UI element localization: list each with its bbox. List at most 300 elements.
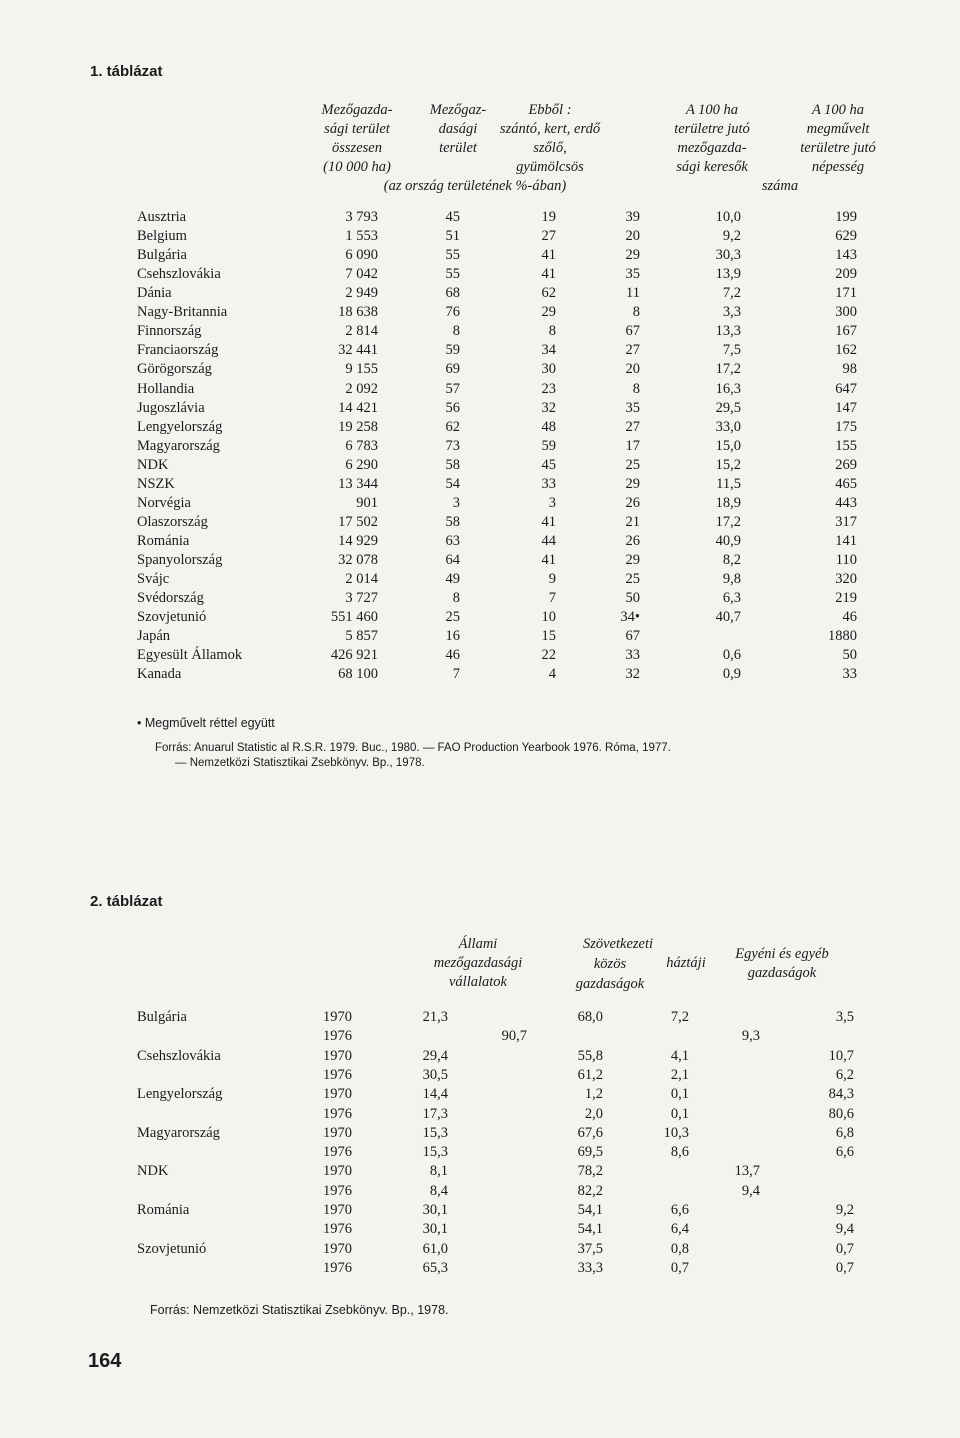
cell-arable-share: 45: [541, 456, 556, 473]
cell-arable-share: 41: [541, 266, 556, 283]
table-row: [0, 570, 960, 589]
cell-individual: 84,3: [828, 1086, 854, 1103]
cell-state-farms: 8,1: [429, 1163, 448, 1180]
cell-area: 2 814: [345, 323, 378, 340]
header-line: Mezőgaz-: [429, 102, 487, 118]
cell-individual: 80,6: [828, 1105, 854, 1122]
header-line: Ebből :: [528, 102, 572, 118]
cell-earners-per-100ha: 0,6: [722, 647, 741, 664]
table-row: [0, 627, 960, 646]
cell-area: 68 100: [338, 666, 378, 683]
cell-state-farms: 14,4: [422, 1086, 448, 1103]
cell-cooperative: 55,8: [577, 1047, 603, 1064]
cell-state-farms: 65,3: [422, 1259, 448, 1276]
country-name: Lengyelország: [137, 1086, 223, 1103]
cell-arable-share: 32: [541, 399, 556, 416]
country-name: Japán: [137, 628, 171, 645]
header-line: szőlő,: [533, 140, 567, 156]
table-row: [0, 1220, 960, 1239]
cell-earners-per-100ha: 8,2: [722, 551, 741, 568]
cell-population: 199: [835, 209, 857, 225]
table-row: [0, 475, 960, 494]
cell-agri-share: 51: [445, 228, 460, 245]
cell-year: 1976: [323, 1144, 352, 1161]
table1-header-span-percent: (az ország területének %-ában): [383, 178, 567, 194]
table1-header-span-count: száma: [761, 178, 799, 194]
cell-area: 1 553: [345, 228, 378, 245]
cell-earners: 27: [625, 342, 640, 359]
table-row: [0, 1066, 960, 1085]
cell-arable-share: 59: [541, 437, 556, 454]
cell-year: 1970: [323, 1163, 352, 1180]
table-row: [0, 284, 960, 303]
country-name: Románia: [137, 532, 190, 549]
cell-agri-share: 64: [445, 551, 460, 568]
table1-source-line2: — Nemzetközi Statisztikai Zsebkönyv. Bp., 1978.: [175, 757, 425, 769]
table-row: [0, 1143, 960, 1162]
country-name: Spanyolország: [137, 551, 223, 568]
cell-earners: 39: [625, 209, 640, 225]
cell-state-farms: 15,3: [422, 1144, 448, 1161]
cell-individual: 0,7: [835, 1240, 854, 1257]
header-line: (10 000 ha): [323, 159, 391, 175]
cell-agri-share: 8: [452, 590, 460, 606]
table-row: [0, 494, 960, 513]
cell-area: 6 783: [345, 437, 378, 454]
cell-state-farms: 17,3: [422, 1105, 448, 1122]
cell-arable-share: 3: [548, 494, 556, 511]
cell-population: 50: [842, 647, 857, 664]
cell-population: 141: [835, 532, 857, 549]
cell-earners: 29: [625, 247, 640, 264]
table-row: [0, 437, 960, 456]
table2-title: 2. táblázat: [90, 893, 163, 910]
cell-agri-share: 7: [452, 666, 460, 683]
cell-cooperative: 33,3: [577, 1259, 603, 1276]
table-row: [0, 322, 960, 341]
cell-area: 6 090: [345, 247, 378, 264]
cell-year: 1976: [323, 1259, 352, 1276]
cell-year: 1970: [323, 1124, 352, 1141]
cell-area: 2 949: [345, 285, 378, 302]
cell-cooperative: 54,1: [577, 1221, 603, 1238]
cell-arable-share: 27: [541, 228, 556, 245]
cell-year: 1976: [323, 1028, 352, 1045]
table2-column-header: [692, 945, 872, 983]
table-row: [0, 360, 960, 379]
cell-earners: 25: [625, 571, 640, 587]
country-name: Bulgária: [137, 247, 187, 264]
cell-population: 269: [835, 456, 857, 473]
cell-earners: 33: [625, 647, 640, 664]
cell-earners-per-100ha: 40,7: [715, 609, 741, 625]
header-line: népesség: [811, 159, 865, 175]
cell-arable-share: 33: [541, 475, 556, 492]
country-name: Bulgária: [137, 1009, 187, 1025]
header-line: összesen: [332, 140, 382, 156]
cell-cooperative: 61,2: [577, 1066, 603, 1083]
header-line: mezőgazda-: [677, 140, 747, 156]
table-row: [0, 456, 960, 475]
cell-area: 32 441: [338, 342, 378, 359]
cell-area: 426 921: [330, 647, 378, 664]
country-name: Magyarország: [137, 437, 220, 454]
cell-year: 1976: [323, 1221, 352, 1238]
cell-earners-per-100ha: 15,2: [715, 456, 741, 473]
cell-year: 1976: [323, 1066, 352, 1083]
header-line: A 100 ha: [811, 102, 865, 118]
table2-column-header: [528, 935, 708, 954]
cell-population: 162: [835, 342, 857, 359]
cell-area: 17 502: [338, 513, 378, 530]
cell-agri-share: 49: [445, 571, 460, 587]
cell-population: 175: [835, 418, 857, 435]
cell-earners: 26: [625, 494, 640, 511]
cell-individual: 10,7: [828, 1047, 854, 1064]
cell-individual: 9,2: [835, 1202, 854, 1218]
table1-source-line1: Forrás: Anuarul Statistic al R.S.R. 1979. Buc., 1980. — FAO Production Yearbook 1976. Róma, 1977.: [155, 742, 671, 754]
country-name: Kanada: [137, 666, 182, 683]
header-line: Szövetkezeti: [582, 936, 654, 952]
table1-title: 1. táblázat: [90, 63, 163, 80]
cell-household: 2,1: [670, 1066, 689, 1083]
cell-agri-share: 76: [445, 304, 460, 321]
table-row: [0, 265, 960, 284]
country-name: Csehszlovákia: [137, 266, 221, 283]
cell-household: 0,1: [670, 1086, 689, 1103]
cell-arable-share: 34: [541, 342, 556, 359]
cell-individual: 6,6: [835, 1144, 854, 1161]
cell-earners: 32: [625, 666, 640, 683]
table-row: [0, 1201, 960, 1220]
country-name: Franciaország: [137, 342, 219, 359]
cell-earners-per-100ha: 17,2: [715, 361, 741, 378]
cell-state-farms: 30,1: [422, 1202, 448, 1218]
header-line: gazdaságok: [575, 976, 645, 992]
cell-agri-share: 55: [445, 247, 460, 264]
country-name: Olaszország: [137, 513, 208, 530]
cell-population: 219: [835, 590, 857, 606]
cell-area: 2 092: [345, 380, 378, 397]
country-name: Finnország: [137, 323, 202, 340]
cell-agri-share: 63: [445, 532, 460, 549]
cell-arable-share: 41: [541, 247, 556, 264]
header-line: megművelt: [806, 121, 870, 137]
cell-population: 209: [835, 266, 857, 283]
cell-state-farms: 21,3: [422, 1009, 448, 1025]
cell-earners: 20: [625, 361, 640, 378]
cell-population: 1880: [828, 628, 857, 645]
table-row: [0, 608, 960, 627]
table-row: [0, 1105, 960, 1124]
table-row: [0, 380, 960, 399]
cell-individual: 6,2: [835, 1066, 854, 1083]
cell-population: 465: [835, 475, 857, 492]
header-line: dasági: [438, 121, 478, 137]
cell-earners: 8: [632, 304, 640, 321]
cell-arable-share: 29: [541, 304, 556, 321]
cell-earners: 29: [625, 551, 640, 568]
cell-earners-per-100ha: 11,5: [716, 475, 741, 492]
cell-area: 32 078: [338, 551, 378, 568]
cell-population: 171: [835, 285, 857, 302]
cell-agri-share: 8: [452, 323, 460, 340]
cell-population: 33: [842, 666, 857, 683]
table-row: [0, 208, 960, 227]
cell-arable-share: 15: [541, 628, 556, 645]
cell-population: 98: [842, 361, 857, 378]
header-line: gazdaságok: [747, 965, 817, 981]
cell-earners-per-100ha: 18,9: [715, 494, 741, 511]
header-line: közös: [593, 956, 627, 972]
cell-arable-share: 41: [541, 513, 556, 530]
cell-household: 7,2: [670, 1009, 689, 1025]
cell-area: 9 155: [345, 361, 378, 378]
cell-area: 6 290: [345, 456, 378, 473]
cell-population: 147: [835, 399, 857, 416]
cell-area: 3 727: [345, 590, 378, 606]
country-name: Dánia: [137, 285, 172, 302]
cell-agri-share: 59: [445, 342, 460, 359]
table-row: [0, 399, 960, 418]
country-name: Norvégia: [137, 494, 191, 511]
country-name: Belgium: [137, 228, 187, 245]
country-name: Magyarország: [137, 1124, 220, 1141]
cell-agri-share: 3: [452, 494, 460, 511]
cell-area: 5 857: [345, 628, 378, 645]
cell-arable-share: 41: [541, 551, 556, 568]
cell-earners-per-100ha: 9,8: [722, 571, 741, 587]
cell-earners-per-100ha: 3,3: [722, 304, 741, 321]
cell-individual: 9,4: [835, 1221, 854, 1238]
cell-household: 10,3: [663, 1124, 689, 1141]
cell-agri-share: 56: [445, 399, 460, 416]
cell-population: 110: [835, 551, 857, 568]
cell-area: 14 929: [338, 532, 378, 549]
cell-arable-share: 22: [541, 647, 556, 664]
cell-earners: 8: [632, 380, 640, 397]
cell-agri-share: 16: [445, 628, 460, 645]
cell-population: 155: [835, 437, 857, 454]
cell-earners: 35: [625, 266, 640, 283]
cell-arable-share: 44: [541, 532, 556, 549]
cell-household: 6,4: [670, 1221, 689, 1238]
cell-agri-share: 58: [445, 456, 460, 473]
cell-earners: 34•: [620, 609, 640, 625]
table-row: [0, 1259, 960, 1278]
country-name: Lengyelország: [137, 418, 223, 435]
cell-area: 19 258: [338, 418, 378, 435]
cell-agri-share: 55: [445, 266, 460, 283]
cell-area: 3 793: [345, 209, 378, 225]
country-name: Hollandia: [137, 380, 195, 397]
cell-earners-per-100ha: 7,2: [722, 285, 741, 302]
cell-state-farms: 30,1: [422, 1221, 448, 1238]
cell-earners-per-100ha: 16,3: [715, 380, 741, 397]
cell-earners: 26: [625, 532, 640, 549]
header-line: sági keresők: [676, 159, 748, 175]
country-name: Nagy-Britannia: [137, 304, 228, 321]
cell-arable-share: 8: [548, 323, 556, 340]
cell-cooperative: 54,1: [577, 1202, 603, 1218]
cell-earners: 67: [625, 323, 640, 340]
cell-individual: 6,8: [835, 1124, 854, 1141]
cell-earners: 27: [625, 418, 640, 435]
cell-cooperative: 69,5: [577, 1144, 603, 1161]
cell-year: 1976: [323, 1105, 352, 1122]
cell-agri-share: 58: [445, 513, 460, 530]
table1-column-header: [460, 101, 640, 177]
cell-year: 1970: [323, 1009, 352, 1025]
table-row: [0, 1085, 960, 1104]
header-line: Mezőgazda-: [321, 102, 393, 118]
cell-population: 443: [835, 494, 857, 511]
header-line: mezőgazdasági: [433, 955, 523, 971]
country-name: Görögország: [137, 361, 212, 378]
header-line: sági terület: [324, 121, 390, 137]
table-row: [0, 246, 960, 265]
cell-arable-share: 9: [548, 571, 556, 587]
cell-arable-share: 4: [548, 666, 556, 683]
cell-cooperative: 78,2: [577, 1163, 603, 1180]
cell-area: 18 638: [338, 304, 378, 321]
cell-cooperative: 82,2: [577, 1182, 603, 1199]
cell-area: 2 014: [345, 571, 378, 587]
cell-earners-per-100ha: 10,0: [715, 209, 741, 225]
table-row: [0, 646, 960, 665]
cell-year: 1970: [323, 1240, 352, 1257]
cell-earners-per-100ha: 40,9: [715, 532, 741, 549]
header-line: Egyéni és egyéb: [735, 946, 829, 962]
table-row: [0, 1008, 960, 1027]
table-row: [0, 418, 960, 437]
cell-population: 167: [835, 323, 857, 340]
cell-cooperative: 68,0: [577, 1009, 603, 1025]
country-name: Szovjetunió: [137, 609, 207, 625]
cell-cooperative: 37,5: [577, 1240, 603, 1257]
cell-state-farms: 8,4: [429, 1182, 448, 1199]
country-name: NSZK: [137, 475, 175, 492]
cell-state-farms: 30,5: [422, 1066, 448, 1083]
header-line: vállalatok: [449, 974, 507, 990]
country-name: Svédország: [137, 590, 204, 606]
cell-earners: 11: [626, 285, 640, 302]
cell-household: 0,7: [670, 1259, 689, 1276]
cell-area: 551 460: [330, 609, 378, 625]
country-name: Szovjetunió: [137, 1240, 207, 1257]
cell-earners-per-100ha: 33,0: [715, 418, 741, 435]
cell-individual: 3,5: [835, 1009, 854, 1025]
cell-household: 4,1: [670, 1047, 689, 1064]
country-name: Egyesült Államok: [137, 647, 243, 664]
header-line: terület: [439, 140, 477, 156]
table-row: [0, 1124, 960, 1143]
cell-earners-per-100ha: 17,2: [715, 513, 741, 530]
cell-population: 320: [835, 571, 857, 587]
cell-agri-share: 69: [445, 361, 460, 378]
cell-agri-share: 73: [445, 437, 460, 454]
cell-earners-per-100ha: 13,3: [715, 323, 741, 340]
table-row: [0, 513, 960, 532]
cell-population: 317: [835, 513, 857, 530]
cell-state-farms: 29,4: [422, 1047, 448, 1064]
cell-earners: 17: [625, 437, 640, 454]
table-row: [0, 551, 960, 570]
cell-area: 14 421: [338, 399, 378, 416]
page-number: 164: [88, 1350, 122, 1372]
cell-agri-share: 68: [445, 285, 460, 302]
cell-area: 901: [356, 494, 378, 511]
cell-population: 46: [842, 609, 857, 625]
country-name: Ausztria: [137, 209, 187, 225]
table-row: [0, 1027, 960, 1046]
cell-earners: 29: [625, 475, 640, 492]
cell-agri-share: 45: [445, 209, 460, 225]
country-name: Csehszlovákia: [137, 1047, 221, 1064]
cell-state-farms: 15,3: [422, 1124, 448, 1141]
cell-arable-share: 19: [541, 209, 556, 225]
cell-state-farms-alt: 90,7: [501, 1028, 527, 1045]
table2-source: Forrás: Nemzetközi Statisztikai Zsebkönyv. Bp., 1978.: [150, 1303, 449, 1317]
country-name: NDK: [137, 1163, 169, 1180]
cell-arable-share: 48: [541, 418, 556, 435]
cell-year: 1970: [323, 1086, 352, 1103]
table-row: [0, 1182, 960, 1201]
cell-area: 7 042: [345, 266, 378, 283]
cell-earners: 35: [625, 399, 640, 416]
table1-column-header: [748, 101, 928, 177]
cell-arable-share: 62: [541, 285, 556, 302]
cell-agri-share: 46: [445, 647, 460, 664]
cell-household: 8,6: [670, 1144, 689, 1161]
table-row: [0, 227, 960, 246]
cell-year: 1976: [323, 1182, 352, 1199]
cell-arable-share: 30: [541, 361, 556, 378]
cell-earners: 20: [625, 228, 640, 245]
cell-arable-share: 23: [541, 380, 556, 397]
cell-individual: 0,7: [835, 1259, 854, 1276]
header-line: A 100 ha: [685, 102, 739, 118]
cell-household: 0,1: [670, 1105, 689, 1122]
table-row: [0, 1240, 960, 1259]
cell-earners: 21: [625, 513, 640, 530]
cell-population: 143: [835, 247, 857, 264]
cell-agri-share: 25: [445, 609, 460, 625]
header-line: szántó, kert, erdő: [499, 121, 601, 137]
cell-year: 1970: [323, 1202, 352, 1218]
header-line: területre jutó: [800, 140, 876, 156]
cell-population: 647: [835, 380, 857, 397]
cell-household: 0,8: [670, 1240, 689, 1257]
cell-population: 629: [835, 228, 857, 245]
country-name: Jugoszlávia: [137, 399, 205, 416]
table-row: [0, 1162, 960, 1181]
cell-household: 6,6: [670, 1202, 689, 1218]
cell-individual-alt: 9,4: [741, 1182, 760, 1199]
country-name: NDK: [137, 456, 169, 473]
cell-earners-per-100ha: 13,9: [715, 266, 741, 283]
table-row: [0, 1047, 960, 1066]
table-row: [0, 589, 960, 608]
cell-year: 1970: [323, 1047, 352, 1064]
cell-agri-share: 57: [445, 380, 460, 397]
cell-state-farms: 61,0: [422, 1240, 448, 1257]
cell-agri-share: 54: [445, 475, 460, 492]
cell-earners: 50: [625, 590, 640, 606]
cell-earners-per-100ha: 29,5: [715, 399, 741, 416]
header-line: háztáji: [666, 955, 706, 971]
header-line: Állami: [458, 936, 498, 952]
